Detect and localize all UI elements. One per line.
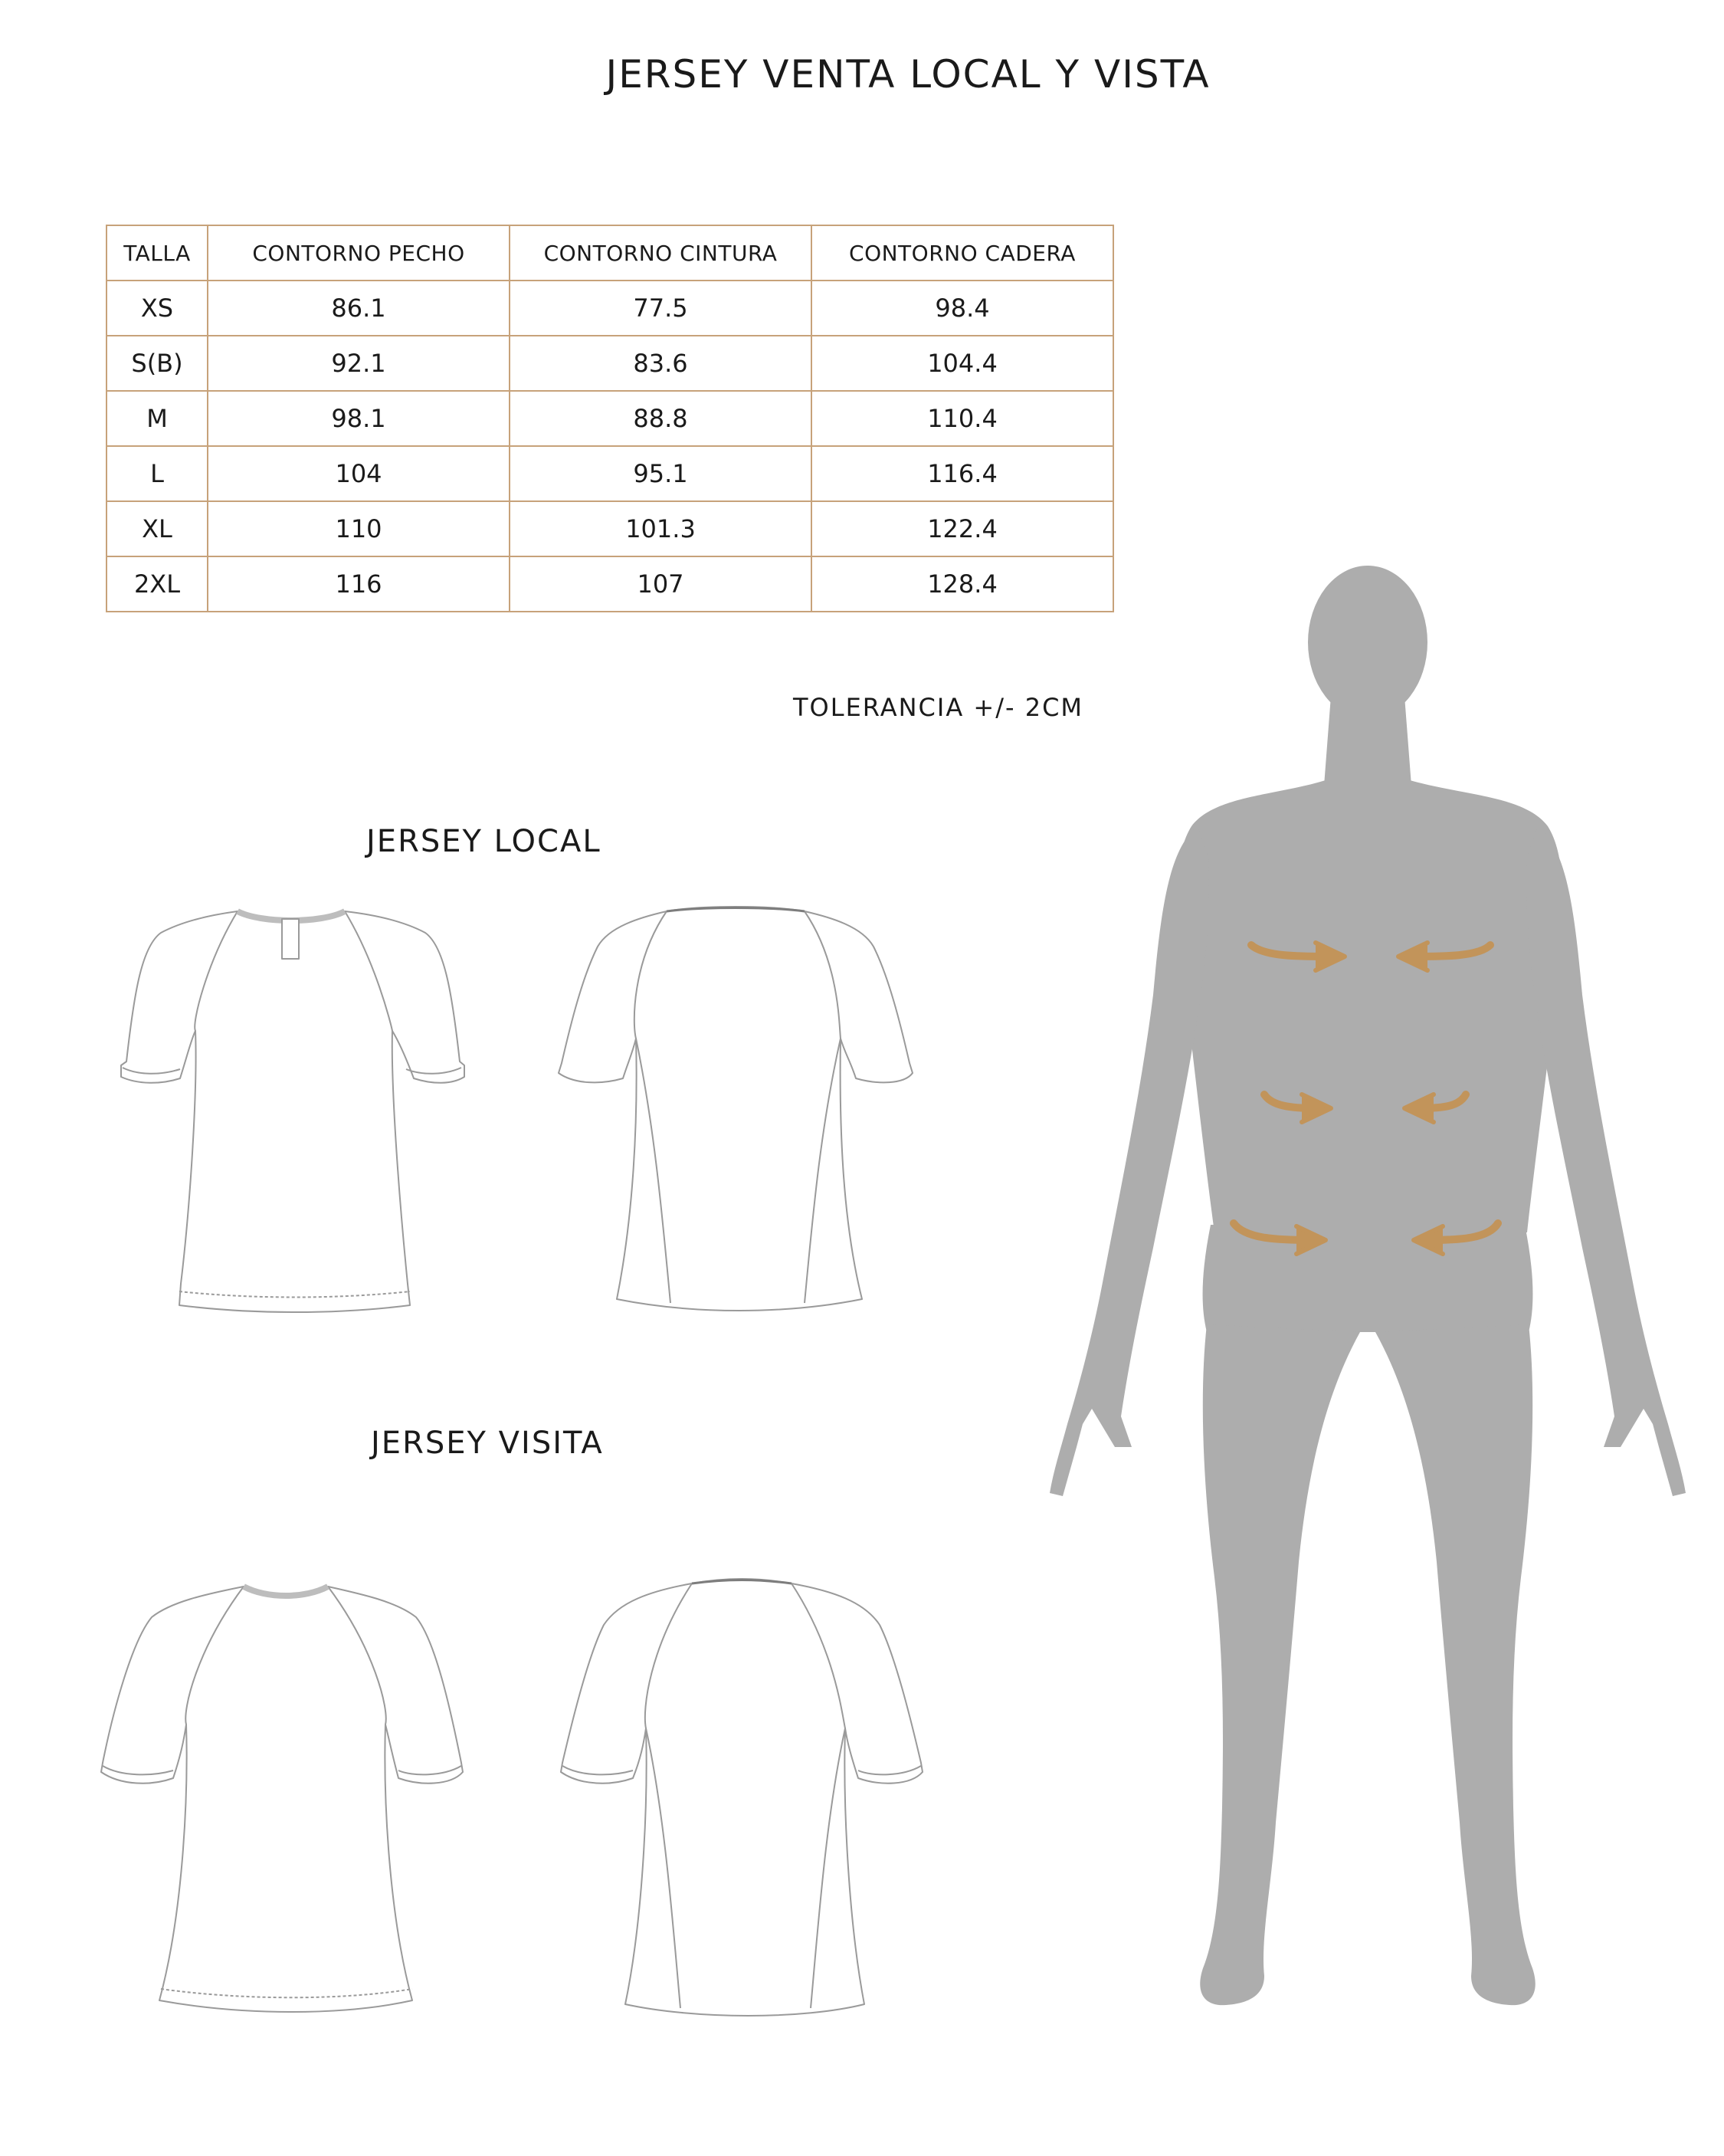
cell-size: XS — [107, 281, 208, 336]
cell-cintura: 77.5 — [510, 281, 811, 336]
cell-cintura: 95.1 — [510, 446, 811, 501]
section-label-local: JERSEY LOCAL — [366, 824, 601, 859]
cell-cintura: 88.8 — [510, 391, 811, 446]
jersey-local-back-drawing — [556, 901, 916, 1326]
cell-size: M — [107, 391, 208, 446]
cell-cintura: 107 — [510, 556, 811, 612]
cell-pecho: 98.1 — [208, 391, 510, 446]
jersey-local-front-drawing — [115, 901, 467, 1326]
jersey-visita-back-drawing — [558, 1571, 926, 2020]
size-table — [106, 225, 1114, 612]
cell-cadera: 122.4 — [811, 501, 1113, 556]
table-row — [107, 281, 1113, 336]
cell-cadera: 116.4 — [811, 446, 1113, 501]
header-cintura: CONTORNO CINTURA — [510, 225, 811, 281]
table-header-row — [107, 225, 1113, 281]
cell-cadera: 98.4 — [811, 281, 1113, 336]
table-row — [107, 446, 1113, 501]
cell-size: S(B) — [107, 336, 208, 391]
table-row — [107, 391, 1113, 446]
cell-cadera: 104.4 — [811, 336, 1113, 391]
cell-pecho: 116 — [208, 556, 510, 612]
cell-pecho: 104 — [208, 446, 510, 501]
cell-pecho: 92.1 — [208, 336, 510, 391]
cell-cintura: 101.3 — [510, 501, 811, 556]
header-cadera: CONTORNO CADERA — [811, 225, 1113, 281]
table-row — [107, 556, 1113, 612]
cell-cintura: 83.6 — [510, 336, 811, 391]
table-row — [107, 501, 1113, 556]
cell-pecho: 86.1 — [208, 281, 510, 336]
cell-size: XL — [107, 501, 208, 556]
cell-cadera: 110.4 — [811, 391, 1113, 446]
header-talla: TALLA — [107, 225, 208, 281]
cell-cadera: 128.4 — [811, 556, 1113, 612]
cell-size: 2XL — [107, 556, 208, 612]
header-pecho: CONTORNO PECHO — [208, 225, 510, 281]
body-silhouette-figure — [1046, 566, 1690, 2022]
body-silhouette — [1050, 566, 1686, 2005]
tolerance-note: TOLERANCIA +/- 2CM — [793, 693, 1084, 722]
cell-pecho: 110 — [208, 501, 510, 556]
table-row — [107, 336, 1113, 391]
page-title: JERSEY VENTA LOCAL Y VISTA — [605, 52, 1211, 97]
section-label-visita: JERSEY VISITA — [371, 1426, 604, 1461]
cell-size: L — [107, 446, 208, 501]
jersey-visita-front-drawing — [98, 1571, 466, 2020]
